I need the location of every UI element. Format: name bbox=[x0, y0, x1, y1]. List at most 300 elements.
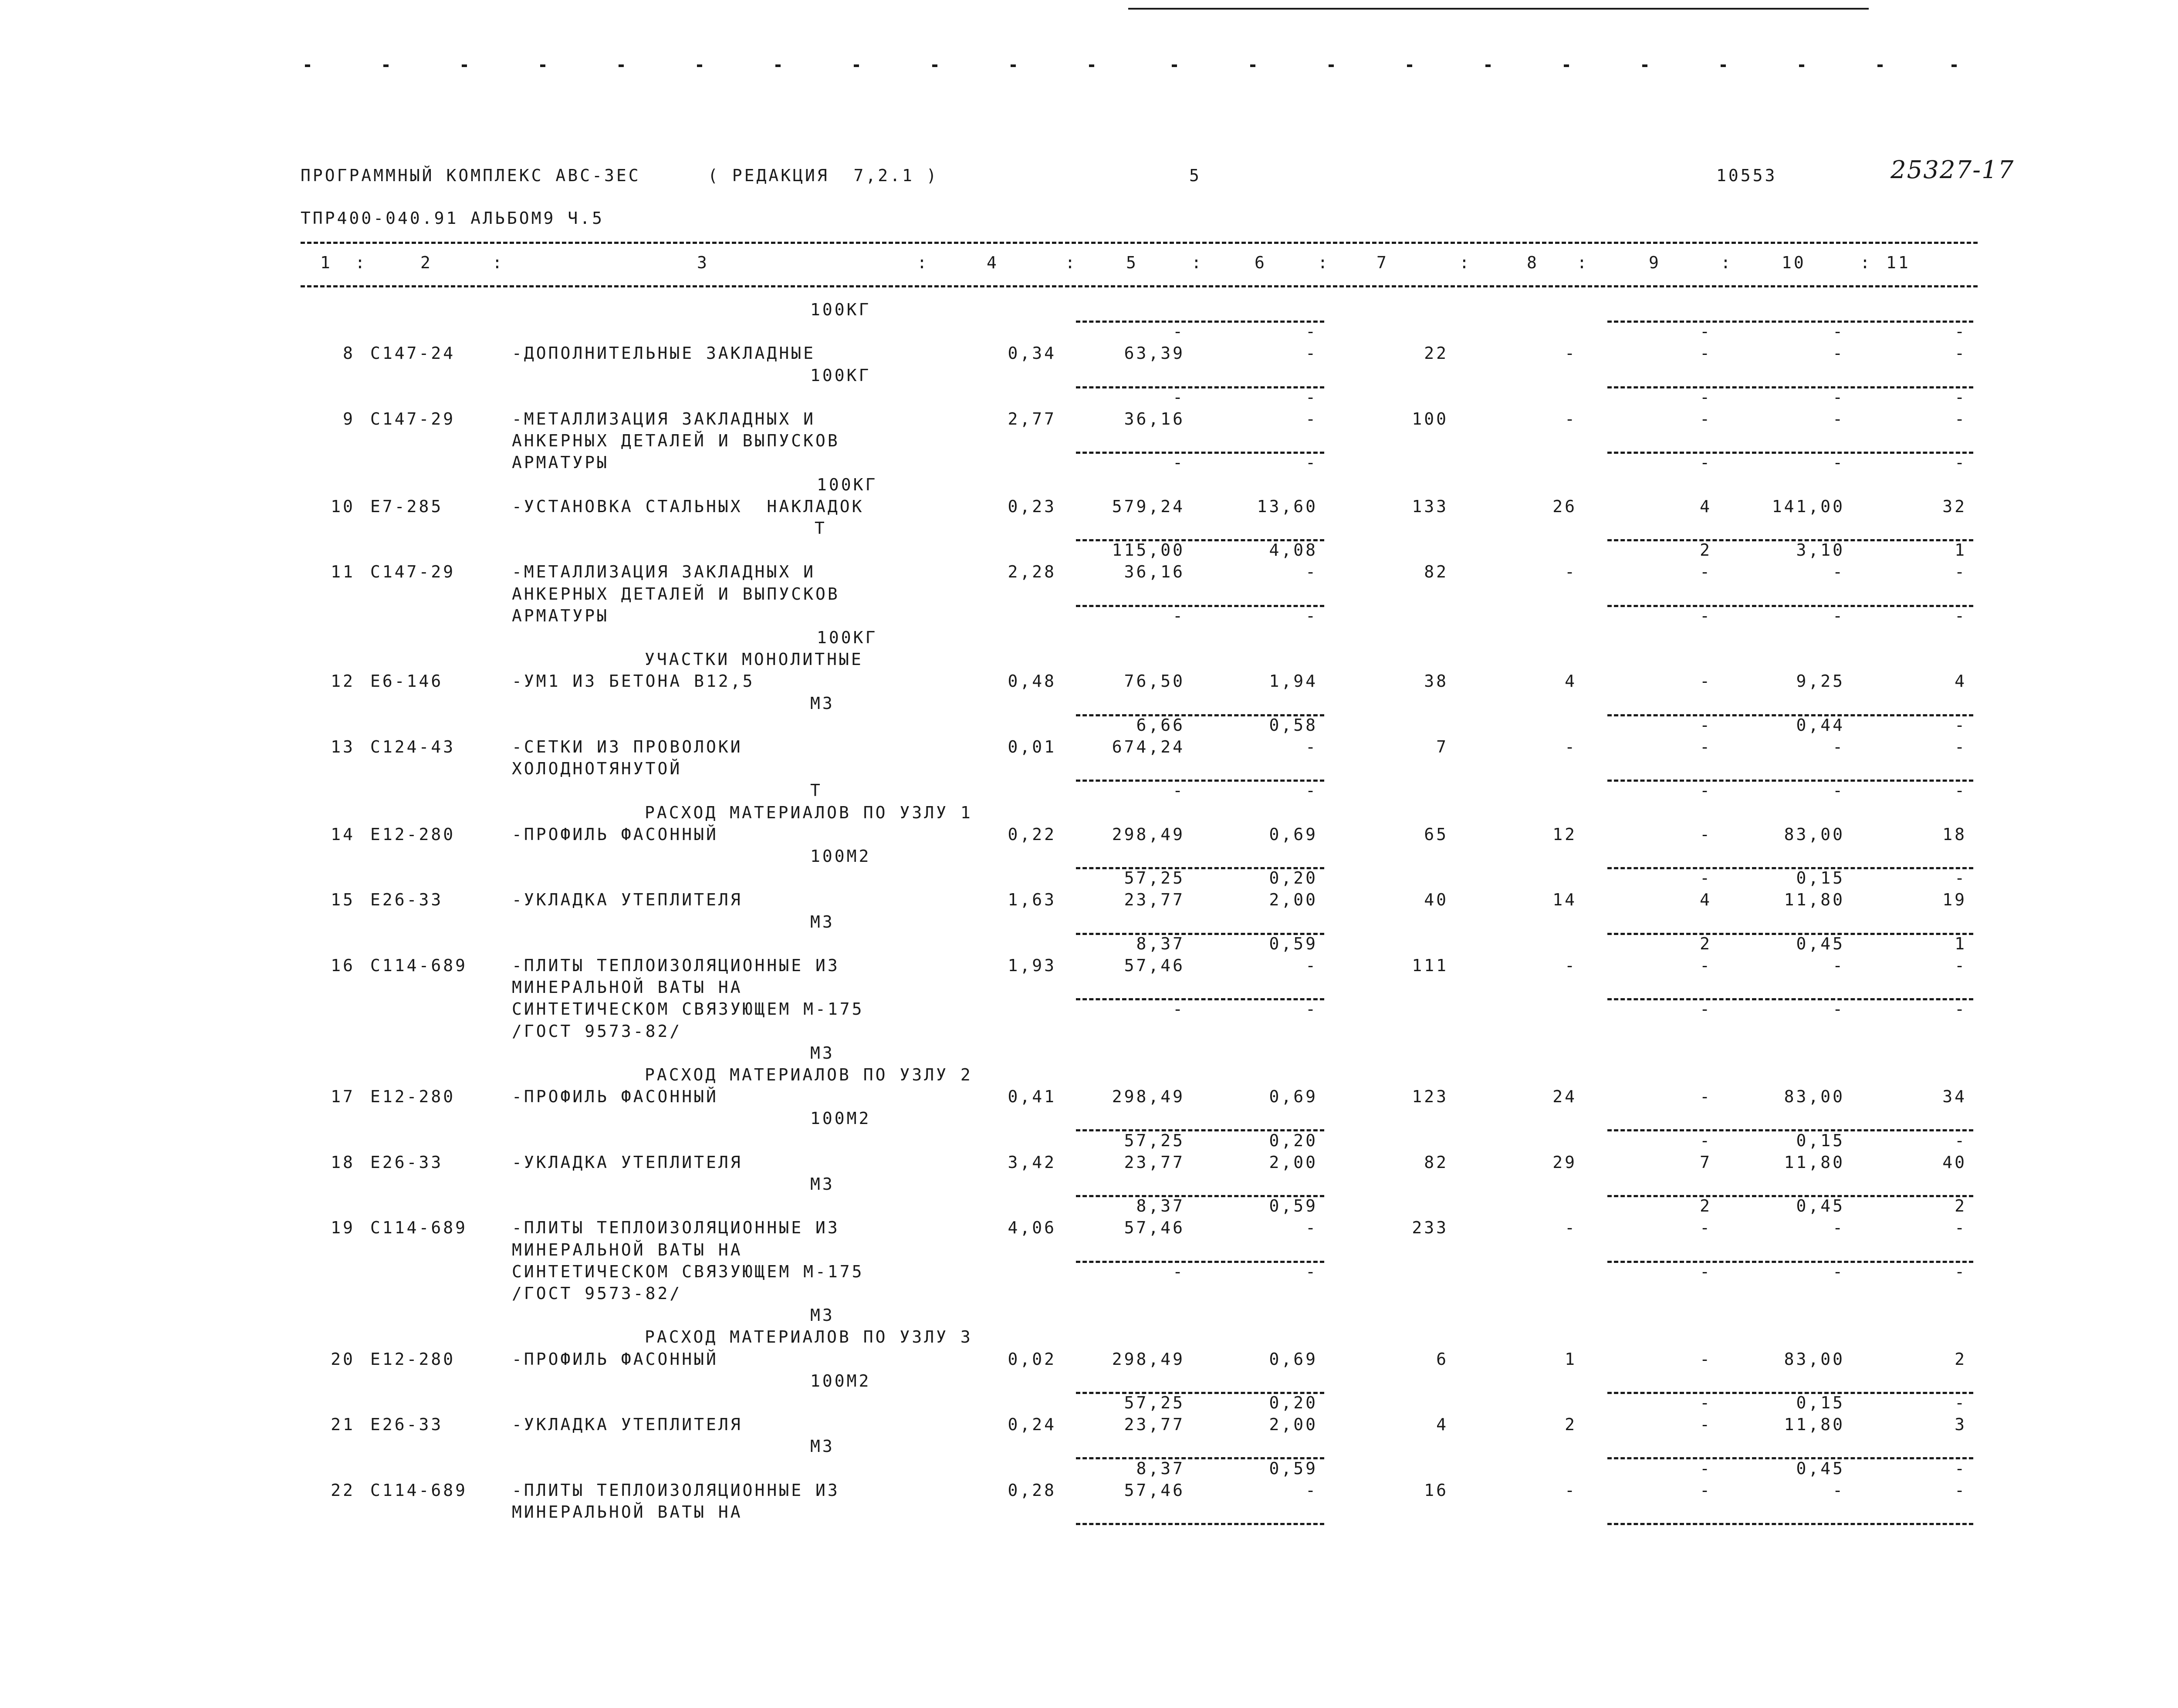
cell-c1: 22 bbox=[331, 1480, 355, 1500]
cell-c4: 0,24 bbox=[1008, 1415, 1056, 1435]
cell-c9: - bbox=[1700, 453, 1712, 473]
cell-c7: 22 bbox=[1424, 344, 1448, 363]
cell-c5: 298,49 bbox=[1112, 824, 1185, 844]
cell-c1: 10 bbox=[331, 496, 355, 516]
cell-c3: ХОЛОДНОТЯНУТОЙ bbox=[512, 759, 682, 779]
cell-c10: 9,25 bbox=[1796, 672, 1845, 691]
column-header-8: 8 bbox=[1527, 253, 1539, 272]
cell-c3: -УКЛАДКА УТЕПЛИТЕЛЯ bbox=[512, 1152, 743, 1172]
cell-c7: 100 bbox=[1412, 409, 1448, 429]
cell-c5: 6,66 bbox=[1136, 715, 1185, 735]
cell-c11: - bbox=[1955, 1393, 1967, 1412]
cell-c11: - bbox=[1955, 606, 1967, 625]
cell-c11: - bbox=[1955, 737, 1967, 756]
cell-c5: 57,46 bbox=[1124, 1218, 1185, 1238]
cell-c5: 23,77 bbox=[1124, 1415, 1185, 1435]
cell-c11: - bbox=[1955, 344, 1967, 363]
subtotal-rule-right bbox=[1607, 1523, 1973, 1525]
cell-c3: СИНТЕТИЧЕСКОМ СВЯЗУЮЩЕМ М-175 bbox=[512, 1262, 864, 1281]
cell-c1: 11 bbox=[331, 562, 355, 582]
cell-c3: -УСТАНОВКА СТАЛЬНЫХ НАКЛАДОК bbox=[512, 496, 864, 516]
cell-c9: - bbox=[1700, 1480, 1712, 1500]
cell-c1: 8 bbox=[343, 344, 355, 363]
cell-c7: 111 bbox=[1412, 956, 1448, 975]
cell-c9: - bbox=[1700, 344, 1712, 363]
cell-c11: - bbox=[1955, 1131, 1967, 1150]
cell-c8: 2 bbox=[1565, 1415, 1577, 1435]
cell-c4: 0,23 bbox=[1008, 496, 1056, 516]
cell-c8: - bbox=[1565, 344, 1577, 363]
cell-c6: 2,00 bbox=[1269, 1415, 1318, 1435]
cell-c7: 82 bbox=[1424, 1152, 1448, 1172]
program-title: ПРОГРАММНЫЙ КОМПЛЕКС АВС-3ЕС bbox=[301, 166, 641, 185]
cell-c5: 76,50 bbox=[1124, 672, 1185, 691]
column-header-1: 1 bbox=[320, 253, 332, 272]
cell-c10: - bbox=[1833, 322, 1845, 341]
cell-c11: 2 bbox=[1955, 1349, 1967, 1369]
cell-c5: 57,25 bbox=[1124, 1393, 1185, 1412]
cell-c5: 23,77 bbox=[1124, 1152, 1185, 1172]
cell-c6: 4,08 bbox=[1269, 540, 1318, 560]
cell-c3: 100КГ bbox=[810, 365, 871, 385]
cell-c5: - bbox=[1173, 781, 1185, 800]
cell-c10: - bbox=[1833, 999, 1845, 1019]
column-header-11: 11 bbox=[1886, 253, 1911, 272]
cell-c11: - bbox=[1955, 1218, 1967, 1238]
column-separator: : bbox=[1065, 253, 1077, 272]
cell-c4: 0,02 bbox=[1008, 1349, 1056, 1369]
cell-c11: 4 bbox=[1955, 672, 1967, 691]
cell-c11: 1 bbox=[1955, 540, 1967, 560]
cell-c10: 0,44 bbox=[1796, 715, 1845, 735]
cell-c6: - bbox=[1305, 956, 1318, 975]
cell-c1: 21 bbox=[331, 1415, 355, 1435]
cell-c10: 11,80 bbox=[1784, 1415, 1845, 1435]
cell-c3: -ПРОФИЛЬ ФАСОННЫЙ bbox=[512, 1087, 718, 1107]
cell-c3: М3 bbox=[810, 1437, 835, 1456]
cell-c8: - bbox=[1565, 409, 1577, 429]
cell-c9: - bbox=[1700, 1393, 1712, 1412]
cell-c10: 0,15 bbox=[1796, 1393, 1845, 1412]
cell-c5: - bbox=[1173, 322, 1185, 341]
column-header-10: 10 bbox=[1782, 253, 1806, 272]
cell-c8: 12 bbox=[1552, 824, 1577, 844]
cell-c4: 0,41 bbox=[1008, 1087, 1056, 1107]
cell-c1: 15 bbox=[331, 890, 355, 910]
cell-c8: - bbox=[1565, 737, 1577, 756]
cell-c11: 32 bbox=[1942, 496, 1967, 516]
cell-c6: 0,69 bbox=[1269, 1349, 1318, 1369]
cell-c11: - bbox=[1955, 868, 1967, 888]
cell-c11: 18 bbox=[1942, 824, 1967, 844]
cell-c1: 20 bbox=[331, 1349, 355, 1369]
cell-c5: - bbox=[1173, 1262, 1185, 1281]
cell-c9: - bbox=[1700, 1415, 1712, 1435]
column-separator: : bbox=[1721, 253, 1733, 272]
cell-c6: 0,69 bbox=[1269, 1087, 1318, 1107]
cell-c6: 0,58 bbox=[1269, 715, 1318, 735]
cell-c2: Е12-280 bbox=[370, 824, 456, 844]
cell-c3: РАСХОД МАТЕРИАЛОВ ПО УЗЛУ 3 bbox=[645, 1327, 973, 1347]
cell-c9: - bbox=[1700, 868, 1712, 888]
cell-c3: -УМ1 ИЗ БЕТОНА В12,5 bbox=[512, 672, 755, 691]
cell-c7: 82 bbox=[1424, 562, 1448, 582]
cell-c8: - bbox=[1565, 1218, 1577, 1238]
cell-c7: 133 bbox=[1412, 496, 1448, 516]
cell-c6: - bbox=[1305, 606, 1318, 625]
cell-c4: 0,34 bbox=[1008, 344, 1056, 363]
cell-c3: СИНТЕТИЧЕСКОМ СВЯЗУЮЩЕМ М-175 bbox=[512, 999, 864, 1019]
cell-c3: -ПРОФИЛЬ ФАСОННЫЙ bbox=[512, 1349, 718, 1369]
cell-c3: АРМАТУРЫ bbox=[512, 453, 609, 473]
column-header-4: 4 bbox=[987, 253, 999, 272]
cell-c8: - bbox=[1565, 956, 1577, 975]
cell-c7: 65 bbox=[1424, 824, 1448, 844]
cell-c9: - bbox=[1700, 322, 1712, 341]
cell-c7: 16 bbox=[1424, 1480, 1448, 1500]
edition-label: ( РЕДАКЦИЯ 7,2.1 ) bbox=[708, 166, 939, 185]
cell-c11: - bbox=[1955, 562, 1967, 582]
cell-c6: - bbox=[1305, 344, 1318, 363]
cell-c6: 0,59 bbox=[1269, 1458, 1318, 1478]
cell-c1: 17 bbox=[331, 1087, 355, 1107]
cell-c5: 8,37 bbox=[1136, 1458, 1185, 1478]
cell-c3: М3 bbox=[810, 693, 835, 713]
column-separator: : bbox=[1318, 253, 1330, 272]
cell-c9: - bbox=[1700, 606, 1712, 625]
cell-c9: - bbox=[1700, 672, 1712, 691]
cell-c9: 2 bbox=[1700, 540, 1712, 560]
cell-c6: - bbox=[1305, 1218, 1318, 1238]
document-subtitle: ТПР400-040.91 АЛЬБОМ9 Ч.5 bbox=[301, 209, 604, 228]
cell-c5: 57,25 bbox=[1124, 1131, 1185, 1150]
cell-c6: - bbox=[1305, 322, 1318, 341]
cell-c8: - bbox=[1565, 562, 1577, 582]
cell-c3: М3 bbox=[810, 1175, 835, 1194]
cell-c3: РАСХОД МАТЕРИАЛОВ ПО УЗЛУ 1 bbox=[645, 803, 973, 822]
cell-c2: С147-29 bbox=[370, 409, 456, 429]
cell-c3: УЧАСТКИ МОНОЛИТНЫЕ bbox=[645, 650, 863, 669]
cell-c4: 0,01 bbox=[1008, 737, 1056, 756]
subtotal-rule bbox=[1076, 1523, 1324, 1525]
cell-c7: 123 bbox=[1412, 1087, 1448, 1107]
column-separator: : bbox=[492, 253, 504, 272]
cell-c3: М3 bbox=[810, 1306, 835, 1325]
cell-c10: 83,00 bbox=[1784, 1087, 1845, 1107]
cell-c3: АНКЕРНЫХ ДЕТАЛЕЙ И ВЫПУСКОВ bbox=[512, 431, 840, 451]
cell-c10: - bbox=[1833, 1262, 1845, 1281]
cell-c3: 100М2 bbox=[810, 1371, 871, 1391]
column-header-7: 7 bbox=[1376, 253, 1389, 272]
cell-c8: - bbox=[1565, 1480, 1577, 1500]
cell-c11: 3 bbox=[1955, 1415, 1967, 1435]
cell-c11: - bbox=[1955, 387, 1967, 407]
cell-c3: 100М2 bbox=[810, 1109, 871, 1128]
cell-c5: 57,46 bbox=[1124, 956, 1185, 975]
cell-c11: 1 bbox=[1955, 934, 1967, 953]
cell-c5: 298,49 bbox=[1112, 1087, 1185, 1107]
cell-c7: 6 bbox=[1436, 1349, 1448, 1369]
cell-c3: МИНЕРАЛЬНОЙ ВАТЫ НА bbox=[512, 978, 743, 997]
cell-c10: 141,00 bbox=[1772, 496, 1845, 516]
cell-c3: АНКЕРНЫХ ДЕТАЛЕЙ И ВЫПУСКОВ bbox=[512, 584, 840, 604]
cell-c6: 0,20 bbox=[1269, 868, 1318, 888]
cell-c6: 2,00 bbox=[1269, 890, 1318, 910]
cell-c2: Е7-285 bbox=[370, 496, 443, 516]
cell-c11: - bbox=[1955, 1262, 1967, 1281]
cell-c5: - bbox=[1173, 999, 1185, 1019]
cell-c8: 26 bbox=[1552, 496, 1577, 516]
cell-c6: - bbox=[1305, 453, 1318, 473]
cell-c10: 3,10 bbox=[1796, 540, 1845, 560]
cell-c6: 0,59 bbox=[1269, 1196, 1318, 1216]
cell-c9: - bbox=[1700, 1458, 1712, 1478]
cell-c9: - bbox=[1700, 999, 1712, 1019]
cell-c1: 16 bbox=[331, 956, 355, 975]
cell-c3: -УКЛАДКА УТЕПЛИТЕЛЯ bbox=[512, 890, 743, 910]
cell-c2: Е6-146 bbox=[370, 672, 443, 691]
cell-c9: - bbox=[1700, 562, 1712, 582]
cell-c3: МИНЕРАЛЬНОЙ ВАТЫ НА bbox=[512, 1240, 743, 1259]
cell-c6: - bbox=[1305, 737, 1318, 756]
cell-c4: 0,48 bbox=[1008, 672, 1056, 691]
cell-c3: 100КГ bbox=[817, 628, 878, 647]
cell-c10: - bbox=[1833, 737, 1845, 756]
cell-c7: 40 bbox=[1424, 890, 1448, 910]
cell-c6: - bbox=[1305, 562, 1318, 582]
cell-c1: 18 bbox=[331, 1152, 355, 1172]
cell-c9: - bbox=[1700, 387, 1712, 407]
cell-c10: 0,45 bbox=[1796, 934, 1845, 953]
cell-c10: - bbox=[1833, 1218, 1845, 1238]
cell-c3: -МЕТАЛЛИЗАЦИЯ ЗАКЛАДНЫХ И bbox=[512, 562, 815, 582]
cell-c10: - bbox=[1833, 956, 1845, 975]
cell-c1: 19 bbox=[331, 1218, 355, 1238]
cell-c10: - bbox=[1833, 409, 1845, 429]
cell-c6: - bbox=[1305, 1480, 1318, 1500]
cell-c6: 0,69 bbox=[1269, 824, 1318, 844]
cell-c3: -ПРОФИЛЬ ФАСОННЫЙ bbox=[512, 824, 718, 844]
cell-c9: 4 bbox=[1700, 496, 1712, 516]
cell-c3: 100КГ bbox=[817, 475, 878, 494]
cell-c10: 0,15 bbox=[1796, 868, 1845, 888]
cell-c9: - bbox=[1700, 1087, 1712, 1107]
cell-c5: 57,46 bbox=[1124, 1480, 1185, 1500]
cell-c3: 100М2 bbox=[810, 847, 871, 866]
cell-c7: 38 bbox=[1424, 672, 1448, 691]
cell-c4: 2,28 bbox=[1008, 562, 1056, 582]
cell-c10: 0,45 bbox=[1796, 1458, 1845, 1478]
column-header-2: 2 bbox=[420, 253, 433, 272]
cell-c5: 36,16 bbox=[1124, 562, 1185, 582]
cell-c6: - bbox=[1305, 781, 1318, 800]
cell-c5: 36,16 bbox=[1124, 409, 1185, 429]
cell-c11: - bbox=[1955, 1480, 1967, 1500]
column-header-3: 3 bbox=[697, 253, 709, 272]
cell-c4: 0,22 bbox=[1008, 824, 1056, 844]
cell-c10: 83,00 bbox=[1784, 824, 1845, 844]
cell-c3: -ПЛИТЫ ТЕПЛОИЗОЛЯЦИОННЫЕ ИЗ bbox=[512, 956, 840, 975]
cell-c1: 14 bbox=[331, 824, 355, 844]
cell-c5: 8,37 bbox=[1136, 934, 1185, 953]
cell-c5: 115,00 bbox=[1112, 540, 1185, 560]
cell-c3: Т bbox=[815, 519, 827, 538]
cell-c6: - bbox=[1305, 409, 1318, 429]
cell-c6: - bbox=[1305, 387, 1318, 407]
cell-c10: 0,45 bbox=[1796, 1196, 1845, 1216]
cell-c6: - bbox=[1305, 1262, 1318, 1281]
cell-c9: - bbox=[1700, 956, 1712, 975]
cell-c5: 8,37 bbox=[1136, 1196, 1185, 1216]
cell-c6: 2,00 bbox=[1269, 1152, 1318, 1172]
cell-c10: - bbox=[1833, 606, 1845, 625]
cell-c11: - bbox=[1955, 715, 1967, 735]
column-header-5: 5 bbox=[1126, 253, 1138, 272]
cell-c2: Е26-33 bbox=[370, 1415, 443, 1435]
cell-c5: - bbox=[1173, 606, 1185, 625]
cell-c4: 1,93 bbox=[1008, 956, 1056, 975]
cell-c10: - bbox=[1833, 453, 1845, 473]
column-separator: : bbox=[355, 253, 367, 272]
cell-c9: - bbox=[1700, 1131, 1712, 1150]
cell-c9: - bbox=[1700, 781, 1712, 800]
column-header-6: 6 bbox=[1255, 253, 1267, 272]
column-separator: : bbox=[1577, 253, 1589, 272]
cell-c3: 100КГ bbox=[810, 300, 871, 319]
cell-c9: - bbox=[1700, 1349, 1712, 1369]
cell-c11: - bbox=[1955, 409, 1967, 429]
cell-c7: 7 bbox=[1436, 737, 1448, 756]
cell-c8: 4 bbox=[1565, 672, 1577, 691]
cell-c5: - bbox=[1173, 387, 1185, 407]
cell-c8: 14 bbox=[1552, 890, 1577, 910]
column-separator: : bbox=[917, 253, 929, 272]
cell-c10: 0,15 bbox=[1796, 1131, 1845, 1150]
cell-c5: 57,25 bbox=[1124, 868, 1185, 888]
cell-c6: 0,20 bbox=[1269, 1131, 1318, 1150]
cell-c2: Е26-33 bbox=[370, 1152, 443, 1172]
column-header-9: 9 bbox=[1649, 253, 1661, 272]
cell-c11: 2 bbox=[1955, 1196, 1967, 1216]
cell-c11: - bbox=[1955, 1458, 1967, 1478]
cell-c3: М3 bbox=[810, 1043, 835, 1063]
cell-c4: 2,77 bbox=[1008, 409, 1056, 429]
cell-c11: - bbox=[1955, 453, 1967, 473]
cell-c7: 233 bbox=[1412, 1218, 1448, 1238]
cell-c3: -МЕТАЛЛИЗАЦИЯ ЗАКЛАДНЫХ И bbox=[512, 409, 815, 429]
cell-c11: - bbox=[1955, 999, 1967, 1019]
cell-c5: 298,49 bbox=[1112, 1349, 1185, 1369]
cell-c9: 2 bbox=[1700, 934, 1712, 953]
cell-c9: - bbox=[1700, 824, 1712, 844]
cell-c10: - bbox=[1833, 781, 1845, 800]
cell-c3: -ДОПОЛНИТЕЛЬНЫЕ ЗАКЛАДНЫЕ bbox=[512, 344, 815, 363]
cell-c2: С114-689 bbox=[370, 1218, 468, 1238]
cell-c6: 13,60 bbox=[1257, 496, 1318, 516]
cell-c11: 19 bbox=[1942, 890, 1967, 910]
cell-c5: 23,77 bbox=[1124, 890, 1185, 910]
cell-c2: С114-689 bbox=[370, 956, 468, 975]
cell-c10: 11,80 bbox=[1784, 890, 1845, 910]
cell-c3: М3 bbox=[810, 912, 835, 932]
cell-c3: Т bbox=[810, 781, 822, 800]
cell-c1: 13 bbox=[331, 737, 355, 756]
cell-c2: С147-24 bbox=[370, 344, 456, 363]
cell-c11: 34 bbox=[1942, 1087, 1967, 1107]
cell-c6: 0,20 bbox=[1269, 1393, 1318, 1412]
cell-c2: С124-43 bbox=[370, 737, 456, 756]
cell-c2: Е12-280 bbox=[370, 1349, 456, 1369]
cell-c3: /ГОСТ 9573-82/ bbox=[512, 1021, 682, 1041]
cell-c5: 674,24 bbox=[1112, 737, 1185, 756]
handwritten-stamp: 25327-17 bbox=[1891, 156, 2015, 184]
cell-c10: 83,00 bbox=[1784, 1349, 1845, 1369]
cell-c10: - bbox=[1833, 344, 1845, 363]
cell-c9: - bbox=[1700, 409, 1712, 429]
cell-c3: /ГОСТ 9573-82/ bbox=[512, 1284, 682, 1303]
cell-c3: -ПЛИТЫ ТЕПЛОИЗОЛЯЦИОННЫЕ ИЗ bbox=[512, 1480, 840, 1500]
cell-c10: - bbox=[1833, 387, 1845, 407]
cell-c4: 3,42 bbox=[1008, 1152, 1056, 1172]
column-separator: : bbox=[1191, 253, 1204, 272]
cell-c3: РАСХОД МАТЕРИАЛОВ ПО УЗЛУ 2 bbox=[645, 1065, 973, 1084]
column-separator: : bbox=[1459, 253, 1471, 272]
column-separator: : bbox=[1860, 253, 1872, 272]
cell-c9: - bbox=[1700, 737, 1712, 756]
cell-c7: 4 bbox=[1436, 1415, 1448, 1435]
cell-c10: - bbox=[1833, 1480, 1845, 1500]
cell-c9: 2 bbox=[1700, 1196, 1712, 1216]
cell-c3: -СЕТКИ ИЗ ПРОВОЛОКИ bbox=[512, 737, 743, 756]
cell-c11: - bbox=[1955, 956, 1967, 975]
cell-c1: 9 bbox=[343, 409, 355, 429]
cell-c9: - bbox=[1700, 1262, 1712, 1281]
cell-c9: - bbox=[1700, 715, 1712, 735]
cell-c3: АРМАТУРЫ bbox=[512, 606, 609, 625]
cell-c9: 7 bbox=[1700, 1152, 1712, 1172]
cell-c8: 24 bbox=[1552, 1087, 1577, 1107]
cell-c5: 63,39 bbox=[1124, 344, 1185, 363]
cell-c1: 12 bbox=[331, 672, 355, 691]
cell-c3: МИНЕРАЛЬНОЙ ВАТЫ НА bbox=[512, 1502, 743, 1522]
cell-c6: 1,94 bbox=[1269, 672, 1318, 691]
cell-c2: С114-689 bbox=[370, 1480, 468, 1500]
cell-c4: 4,06 bbox=[1008, 1218, 1056, 1238]
cell-c9: - bbox=[1700, 1218, 1712, 1238]
cell-c3: -УКЛАДКА УТЕПЛИТЕЛЯ bbox=[512, 1415, 743, 1435]
cell-c2: Е26-33 bbox=[370, 890, 443, 910]
cell-c8: 1 bbox=[1565, 1349, 1577, 1369]
cell-c3: -ПЛИТЫ ТЕПЛОИЗОЛЯЦИОННЫЕ ИЗ bbox=[512, 1218, 840, 1238]
cell-c5: - bbox=[1173, 453, 1185, 473]
cell-c8: 29 bbox=[1552, 1152, 1577, 1172]
cell-c10: - bbox=[1833, 562, 1845, 582]
cell-c2: С147-29 bbox=[370, 562, 456, 582]
cell-c5: 579,24 bbox=[1112, 496, 1185, 516]
cell-c4: 1,63 bbox=[1008, 890, 1056, 910]
cell-c4: 0,28 bbox=[1008, 1480, 1056, 1500]
cell-c11: - bbox=[1955, 781, 1967, 800]
cell-c2: Е12-280 bbox=[370, 1087, 456, 1107]
cell-c10: 11,80 bbox=[1784, 1152, 1845, 1172]
cell-c9: 4 bbox=[1700, 890, 1712, 910]
cell-c6: - bbox=[1305, 999, 1318, 1019]
cell-c11: 40 bbox=[1942, 1152, 1967, 1172]
cell-c11: - bbox=[1955, 322, 1967, 341]
page-number: 5 bbox=[1189, 166, 1201, 185]
cell-c6: 0,59 bbox=[1269, 934, 1318, 953]
document-code: 10553 bbox=[1716, 166, 1777, 185]
